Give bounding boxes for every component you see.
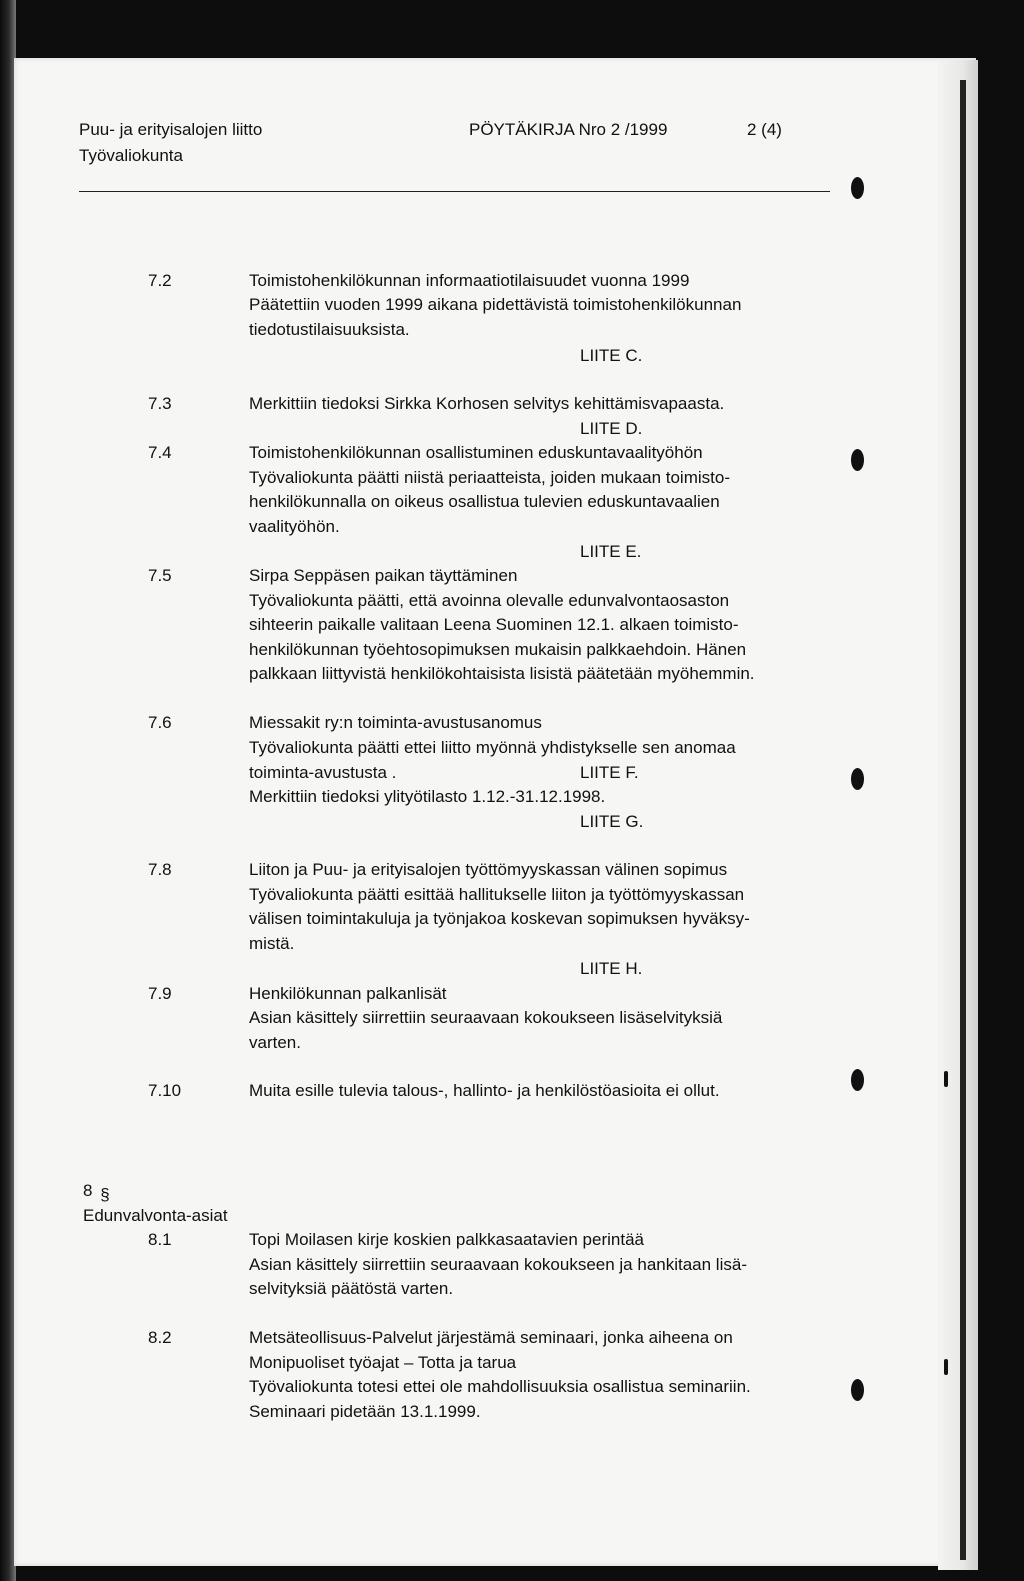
item-text: henkilökunnalla on oikeus osallistua tulevien eduskuntavaalien	[249, 492, 720, 511]
item-text: Muita esille tulevia talous-, hallinto- ja henkilöstöasioita ei ollut.	[249, 1081, 720, 1100]
item-text: välisen toimintakuluja ja työnjakoa koskevan sopimuksen hyväksy-	[249, 909, 750, 928]
item-title: Liiton ja Puu- ja erityisalojen työttömyyskassan välinen sopimus	[249, 860, 728, 879]
item-number: 8.2	[148, 1328, 172, 1347]
binder-mark	[944, 1071, 948, 1087]
attachment-ref: LIITE C.	[580, 346, 643, 365]
item-number: 7.9	[148, 984, 172, 1003]
scan-right-strip	[960, 80, 966, 1560]
section-title: Edunvalvonta-asiat	[83, 1206, 228, 1225]
punch-hole	[851, 768, 864, 790]
item-text: Monipuoliset työajat – Totta ja tarua	[249, 1353, 517, 1372]
item-text: mistä.	[249, 934, 295, 953]
item-text: vaalityöhön.	[249, 517, 340, 536]
item-text: varten.	[249, 1033, 301, 1052]
item-title: Miessakit ry:n toiminta-avustusanomus	[249, 713, 542, 732]
item-number: 7.6	[148, 713, 172, 732]
attachment-ref: LIITE E.	[580, 542, 642, 561]
item-number: 7.10	[148, 1081, 182, 1100]
header-divider	[79, 191, 830, 192]
item-number: 8.1	[148, 1230, 172, 1249]
committee-name: Työvaliokunta	[79, 146, 183, 165]
item-number: 7.3	[148, 394, 172, 413]
item-title: Toimistohenkilökunnan informaatiotilaisuudet vuonna 1999	[249, 271, 690, 290]
item-number: 7.5	[148, 566, 172, 585]
item-text: Asian käsittely siirrettiin seuraavaan kokoukseen lisäselvityksiä	[249, 1008, 723, 1027]
binder-mark	[944, 1359, 948, 1375]
attachment-ref: LIITE G.	[580, 812, 644, 831]
item-text: Työvaliokunta päätti, että avoinna olevalle edunvalvontaosaston	[249, 591, 730, 610]
item-text: Työvaliokunta päätti esittää hallitukselle liiton ja työttömyyskassan	[249, 885, 745, 904]
item-text: Asian käsittely siirrettiin seuraavaan kokoukseen ja hankitaan lisä-	[249, 1255, 747, 1274]
item-text: Merkittiin tiedoksi ylityötilasto 1.12.-31.12.1998.	[249, 787, 606, 806]
item-title: Henkilökunnan palkanlisät	[249, 984, 447, 1003]
item-title: Topi Moilasen kirje koskien palkkasaatavien perintää	[249, 1230, 644, 1249]
attachment-ref: LIITE H.	[580, 959, 643, 978]
item-text: Merkittiin tiedoksi Sirkka Korhosen selvitys kehittämisvapaasta.	[249, 394, 725, 413]
item-text: palkkaan liittyvistä henkilökohtaisista lisistä päätetään myöhemmin.	[249, 664, 755, 683]
org-name: Puu- ja erityisalojen liitto	[79, 120, 263, 139]
page-number: 2 (4)	[747, 120, 782, 139]
punch-hole	[851, 449, 864, 471]
item-number: 7.8	[148, 860, 172, 879]
item-text: tiedotustilaisuuksista.	[249, 320, 410, 339]
attachment-ref: LIITE F.	[580, 763, 639, 782]
attachment-ref: LIITE D.	[580, 419, 643, 438]
item-title: Sirpa Seppäsen paikan täyttäminen	[249, 566, 518, 585]
document-title: PÖYTÄKIRJA Nro 2 /1999	[469, 120, 668, 139]
item-number: 7.2	[148, 271, 172, 290]
section-number	[83, 1181, 110, 1204]
item-text: henkilökunnan työehtosopimuksen mukaisin palkkaehdoin. Hänen	[249, 640, 747, 659]
item-text: Työvaliokunta totesi ettei ole mahdollisuuksia osallistua seminariin.	[249, 1377, 751, 1396]
punch-hole	[851, 1069, 864, 1091]
item-number: 7.4	[148, 443, 172, 462]
punch-hole	[851, 177, 864, 199]
section-number-digit: 8	[83, 1181, 93, 1200]
item-text: sihteerin paikalle valitaan Leena Suominen 12.1. alkaen toimisto-	[249, 615, 739, 634]
item-text: Seminaari pidetään 13.1.1999.	[249, 1402, 481, 1421]
scan-right-edge	[938, 60, 978, 1570]
item-title: Metsäteollisuus-Palvelut järjestämä seminaari, jonka aiheena on	[249, 1328, 733, 1347]
section-symbol: §	[100, 1185, 110, 1204]
item-text: selvityksiä päätöstä varten.	[249, 1279, 454, 1298]
item-text: Työvaliokunta päätti ettei liitto myönnä yhdistykselle sen anomaa	[249, 738, 736, 757]
item-text: Työvaliokunta päätti niistä periaatteista, joiden mukaan toimisto-	[249, 468, 730, 487]
item-text: Päätettiin vuoden 1999 aikana pidettävistä toimistohenkilökunnan	[249, 295, 742, 314]
punch-hole	[851, 1379, 864, 1401]
item-text: toiminta-avustusta .	[249, 763, 397, 782]
item-title: Toimistohenkilökunnan osallistuminen eduskuntavaalityöhön	[249, 443, 703, 462]
